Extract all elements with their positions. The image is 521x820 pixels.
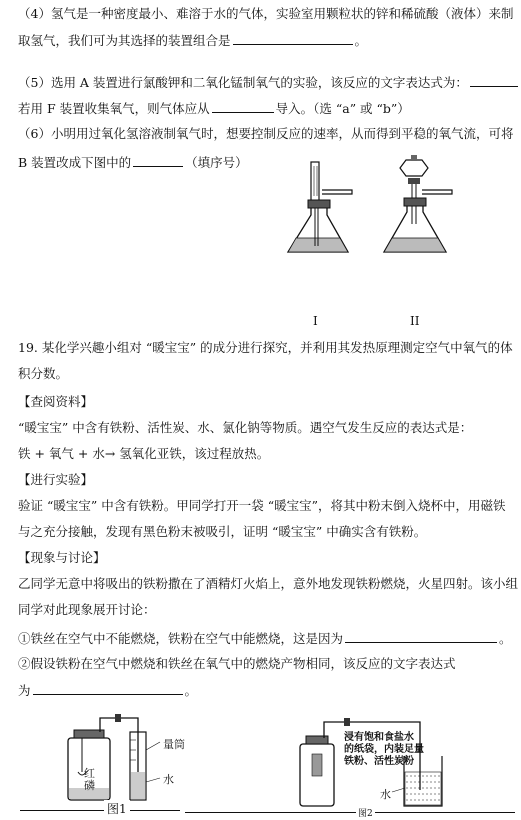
q6-answer-blank[interactable] [133,154,183,167]
fig2-baseline [185,812,515,813]
experiment-line1: 验证 “暖宝宝” 中含有铁粉。甲同学打开一袋 “暖宝宝”，将其中粉末倒入烧杯中，用磁铁 [18,498,506,513]
q5-inlet-blank[interactable] [212,100,274,113]
fig2-bag-label [344,732,424,768]
apparatus-ii-label: II [410,314,420,328]
q4-line2-end: 。 [354,33,368,48]
item1-answer-blank[interactable] [345,630,497,643]
item2-text: 为 [18,683,31,698]
section-heading-experiment: 【进行实验】 [18,472,94,487]
experiment-line2: 与之充分接触，发现有黑色粉末被吸引，证明 “暖宝宝” 中确实含有铁粉。 [18,524,427,539]
discussion-line1: 乙同学无意中将吸出的铁粉撒在了酒精灯火焰上，意外地发现铁粉燃烧，火星四射。该小组 [18,576,519,591]
q6-line1: （6）小明用过氧化氢溶液制氧气时，想要控制反应的速率，从而得到平稳的氧气流，可将 [18,126,514,141]
section-heading-reference: 【查阅资料】 [18,394,94,409]
fig1-red-label: 红 [84,767,95,780]
q5-line2-end: 导入。（选 “a” 或 “b”） [275,101,410,116]
reference-line2: 铁 + 氧气 + 水→ 氢氧化亚铁，该过程放热。 [18,446,270,461]
fig1-cylinder-label: 量筒 [163,738,185,751]
q4-line2-text: 取氢气，我们可为其选择的装置组合是 [18,33,231,48]
fig2-label-line2: 的纸袋，内装足量 [344,744,424,755]
item1-text: ①铁丝在空气中不能燃烧，铁粉在空气中能燃烧，这是因为 [18,631,344,646]
q5-equation-blank[interactable] [470,74,518,87]
section-heading-discussion: 【现象与讨论】 [18,550,106,565]
q19-intro-line1: 19. 某化学兴趣小组对 “暖宝宝” 的成分进行探究，并利用其发热原理测定空气中氧气的体 [18,340,513,355]
q5-line1-text: （5）选用 A 装置进行氯酸钾和二氧化锰制氧气的实验，该反应的文字表达式为： [18,75,468,90]
apparatus-ii-diagram [378,154,458,260]
discussion-line2: 同学对此现象展开讨论： [18,602,156,617]
q5-line2-text: 若用 F 装置收集氧气，则气体应从 [18,101,210,116]
fig2-caption: 图2 [356,806,375,819]
discussion-item1 [18,630,511,647]
item1-end: 。 [499,631,512,646]
fig1-water-label: 水 [163,773,174,786]
item2-answer-blank[interactable] [33,682,183,695]
fig1-red-phosphorus-label [84,768,95,792]
apparatus-i-label: I [313,314,318,328]
discussion-item2-line1: ②假设铁粉在空气中燃烧和铁丝在氧气中的燃烧产物相同，该反应的文字表达式 [18,656,456,671]
fig1-caption: 图1 [104,800,130,817]
fig1-baseline [20,810,180,811]
q5-line1 [18,74,511,91]
figure-1-apparatus [60,710,180,806]
reference-line1: “暖宝宝” 中含有铁粉、活性炭、水、氯化钠等物质。遇空气发生反应的表达式是： [18,420,473,435]
q4-answer-blank[interactable] [233,32,353,45]
fig2-label-line1: 浸有饱和食盐水 [344,732,414,743]
discussion-item2-line2 [18,682,511,699]
q6-line2-text: B 装置改成下图中的 [18,155,132,170]
fig2-label-line3: 铁粉、活性炭粉 [344,756,414,767]
item2-end: 。 [184,683,198,698]
q4-line1: （4）氢气是一种密度最小、难溶于水的气体，实验室用颗粒状的锌和稀硫酸（液体）来制 [18,6,514,21]
q19-intro-line2: 积分数。 [18,366,69,381]
q4-line2 [18,32,511,49]
fig1-phosphorus-label: 磷 [84,779,95,792]
fig2-water-label: 水 [380,788,391,801]
q5-line2 [18,100,511,117]
q6-line2-end: （填序号） [185,155,248,170]
apparatus-i-diagram [278,160,358,260]
